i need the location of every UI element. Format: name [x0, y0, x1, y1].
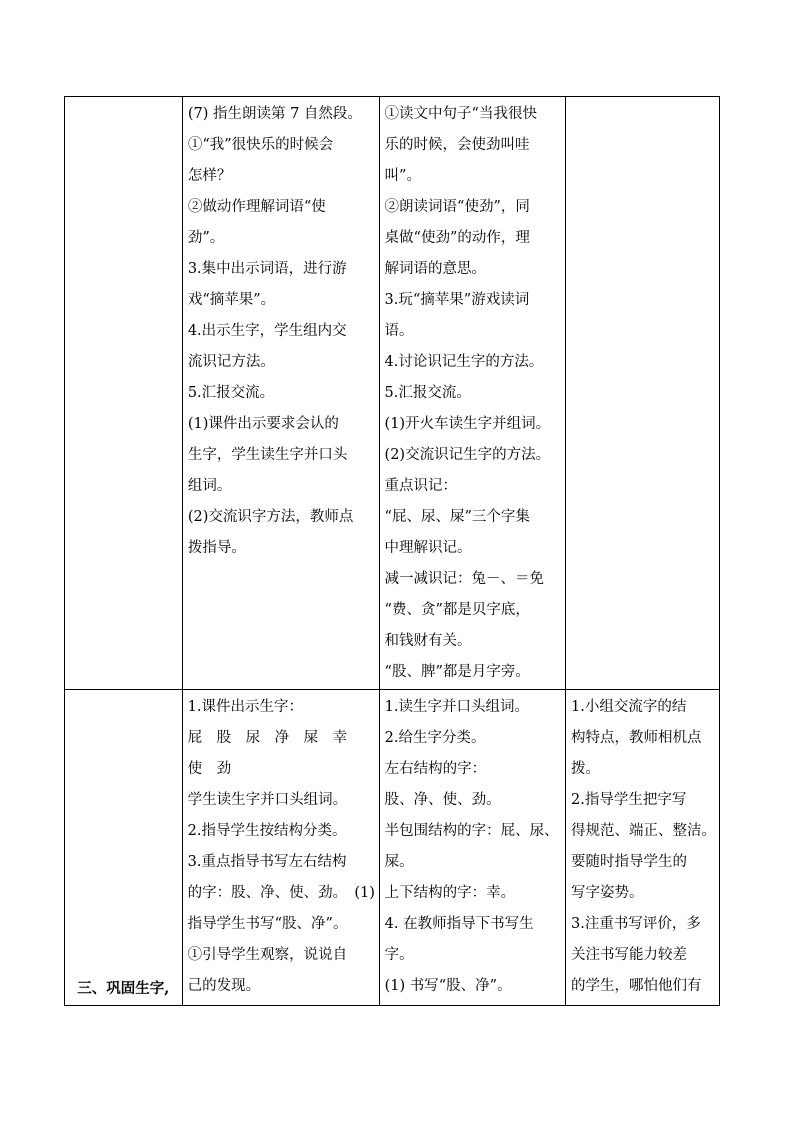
text-line: 4. 在教师指导下书写生 [384, 916, 534, 932]
text-line: “屁、尿、屎”三个字集 [384, 509, 530, 525]
text-line: 指导学生书写“股、净”。 [187, 916, 348, 932]
text-line: 要随时指导学生的 [571, 854, 687, 870]
lesson-plan-table [64, 96, 720, 1006]
text-line: 得规范、端正、整洁。 [571, 823, 716, 839]
text-line: 2.指导学生把字写 [571, 792, 687, 808]
text-line: (1) 书写“股、净”。 [384, 978, 512, 994]
text-line: 学生读生字并口头组词。 [187, 792, 348, 808]
text-line: 流识记方法。 [187, 354, 275, 370]
student-activity-cell [380, 97, 567, 689]
text-line: (1)开火车读生字并组词。 [384, 416, 551, 432]
teacher-activity-cell [183, 690, 380, 1005]
text-line: 重点识记： [384, 478, 458, 494]
text-line: 拨指导。 [187, 540, 246, 556]
text-line: 和钱财有关。 [384, 633, 472, 649]
text-line: 组词。 [187, 478, 232, 494]
text-line: 使 劲 [187, 761, 232, 777]
text-line: 股、净、使、劲。 [384, 792, 501, 808]
text-line: ②做动作理解词语“使 [187, 199, 326, 215]
table-row [64, 96, 720, 689]
text-line: 3.集中出示词语，进行游 [187, 261, 347, 277]
table-row [64, 689, 720, 1006]
text-line: ②朗读词语“使劲”，同 [384, 199, 530, 215]
text-line: (2)交流识记生字的方法。 [384, 447, 551, 463]
design-intent-cell [566, 97, 720, 689]
text-line: 写字姿势。 [571, 885, 644, 901]
text-line: 5.汇报交流。 [384, 385, 471, 401]
text-line: 上下结构的字：幸。 [384, 885, 516, 901]
text-line: ①读文中句子“当我很快 [384, 106, 537, 122]
section-cell [65, 97, 183, 689]
text-line: 减一减识记：兔－、＝免 [384, 571, 545, 587]
text-line: 1.读生字并口头组词。 [384, 699, 529, 715]
text-line: (7) 指生朗读第 7 自然段。 [187, 106, 362, 122]
text-line: 左右结构的字： [384, 761, 487, 777]
text-line: 己的发现。 [187, 978, 261, 994]
text-line: 1.课件出示生字： [187, 699, 303, 715]
text-line: 劲”。 [187, 230, 225, 246]
text-line: (2)交流识字方法，教师点 [187, 509, 354, 525]
text-line: 叫”。 [384, 168, 421, 184]
text-line: 2.给生字分类。 [384, 730, 486, 746]
text-line: 4.出示生字，学生组内交 [187, 323, 347, 339]
text-line: 屁 股 尿 净 屎 幸 [187, 730, 348, 746]
text-line: 关注书写能力较差 [571, 947, 687, 963]
text-line: 解词语的意思。 [384, 261, 487, 277]
text-line: 屎。 [384, 854, 414, 870]
text-line: ①引导学生观察，说说自 [187, 947, 348, 963]
text-line: 半包围结构的字：屁、尿、 [384, 823, 559, 839]
text-line: 乐的时候，会使劲叫哇 [384, 137, 530, 153]
text-line: 4.讨论识记生字的方法。 [384, 354, 544, 370]
text-line: 3.玩“摘苹果”游戏读词 [384, 292, 530, 308]
text-line: 的学生，哪怕他们有 [571, 978, 702, 994]
section-cell [65, 690, 183, 1005]
text-line: 中理解识记。 [384, 540, 472, 556]
text-line: “费、贪”都是贝字底， [384, 602, 530, 618]
text-line: “股、脾”都是月字旁。 [384, 664, 530, 680]
design-intent-cell [566, 690, 720, 1005]
text-line: 怎样？ [187, 168, 232, 184]
text-line: 2.指导学生按结构分类。 [187, 823, 347, 839]
teacher-activity-cell [183, 97, 380, 689]
text-line: 拨。 [571, 761, 600, 777]
text-line: 3.重点指导书写左右结构 [187, 854, 347, 870]
text-line: 字。 [384, 947, 414, 963]
text-line: 1.小组交流字的结 [571, 699, 687, 715]
text-line: 语。 [384, 323, 414, 339]
text-line: 5.汇报交流。 [187, 385, 275, 401]
student-activity-cell [380, 690, 566, 1005]
text-line: 桌做“使劲”的动作，理 [384, 230, 530, 246]
text-line: 生字，学生读生字并口头 [187, 447, 348, 463]
text-line: ①“我”很快乐的时候会 [187, 137, 334, 153]
text-line: 3.注重书写评价，多 [571, 916, 701, 932]
text-line: 戏“摘苹果”。 [187, 292, 276, 308]
text-line: (1)课件出示要求会认的 [187, 416, 339, 432]
text-line: 构特点，教师相机点 [571, 730, 702, 746]
text-line: 的字：股、净、使、劲。 (1) [187, 885, 375, 901]
section-label: 三、巩固生字, [77, 980, 170, 997]
